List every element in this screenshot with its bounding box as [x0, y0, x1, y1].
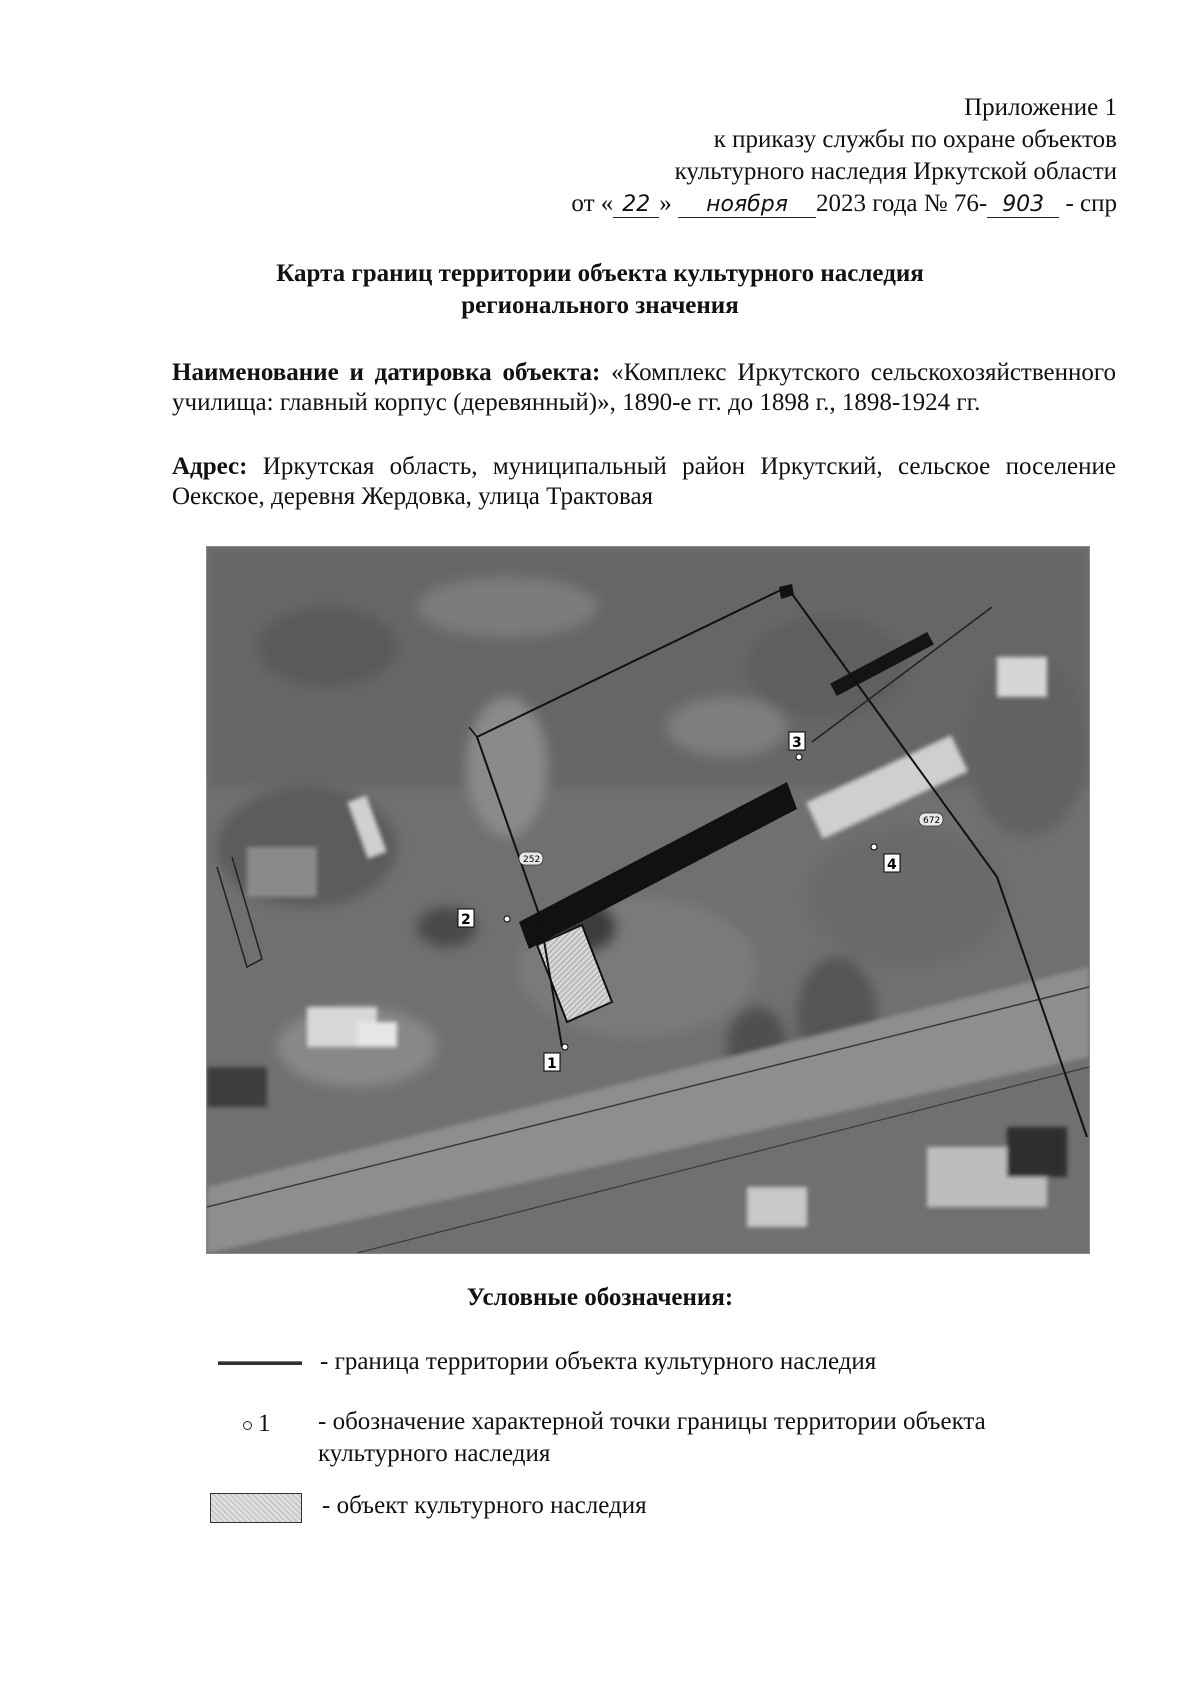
boundary-point-2: [504, 916, 510, 922]
point-label-3: [789, 732, 805, 751]
parcel-label-672: [919, 813, 943, 826]
legend-point-text: - обозначение характерной точки границы территории объекта культурного наследия: [318, 1408, 986, 1467]
document-title: [150, 258, 1050, 322]
legend-object-text: - объект культурного наследия: [322, 1492, 647, 1519]
object-label: Наименование и датировка объекта:: [172, 359, 601, 386]
point-label-1: [544, 1053, 560, 1072]
object-text: «Комплекс Иркутского сельскохозяйственного училища: главный корпус (деревянный)», 1890-е гг. до 1898 г., 1898-1924 гг.: [172, 359, 1117, 416]
title-line-1: Карта границ территории объекта культурного наследия: [276, 260, 924, 287]
date-year: 2023 года № 76-: [816, 190, 988, 217]
handwritten-month: ноября: [678, 193, 816, 218]
map-canvas: [207, 547, 1089, 1253]
legend-point-symbol: [243, 1410, 271, 1438]
point-label-4: [884, 854, 900, 873]
appendix-authority-line: культурного наследия Иркутской области: [674, 158, 1117, 185]
svg-text:3: 3: [792, 735, 802, 751]
object-description: [172, 358, 1116, 418]
legend-boundary-symbol: [218, 1361, 302, 1365]
address-label: Адрес:: [172, 453, 248, 480]
point-dot-icon: [243, 1421, 252, 1430]
handwritten-order-number: 903: [987, 193, 1059, 218]
svg-text:1: 1: [547, 1056, 557, 1072]
appendix-date-line: [417, 188, 1117, 220]
title-line-2: регионального значения: [461, 292, 739, 319]
legend-title: Условные обозначения:: [466, 1284, 734, 1311]
parcel-label-252: [519, 852, 543, 865]
legend-object-symbol: [210, 1493, 302, 1523]
svg-text:2: 2: [461, 912, 471, 928]
order-suffix: - спр: [1065, 190, 1117, 217]
appendix-order-line: к приказу службы по охране объектов: [713, 126, 1117, 153]
boundary-point-1: [562, 1044, 568, 1050]
handwritten-day: 22: [613, 193, 659, 218]
satellite-map: [206, 546, 1090, 1254]
date-mid: »: [659, 190, 672, 217]
address-text: Иркутская область, муниципальный район Иркутский, сельское поселение Оекское, деревня Жердовка, улица Трактовая: [172, 453, 1116, 510]
legend-point-number: 1: [258, 1410, 271, 1437]
appendix-header: [417, 92, 1117, 220]
svg-text:4: 4: [887, 857, 897, 873]
svg-text:252: 252: [523, 855, 541, 865]
address-description: [172, 452, 1116, 512]
point-label-2: [458, 909, 474, 928]
boundary-point-3: [796, 754, 802, 760]
date-prefix: от «: [571, 190, 614, 217]
boundary-point-4: [871, 844, 877, 850]
svg-text:672: 672: [923, 816, 941, 826]
legend-boundary-text: - граница территории объекта культурного наследия: [320, 1348, 877, 1375]
appendix-number: Приложение 1: [964, 94, 1117, 121]
